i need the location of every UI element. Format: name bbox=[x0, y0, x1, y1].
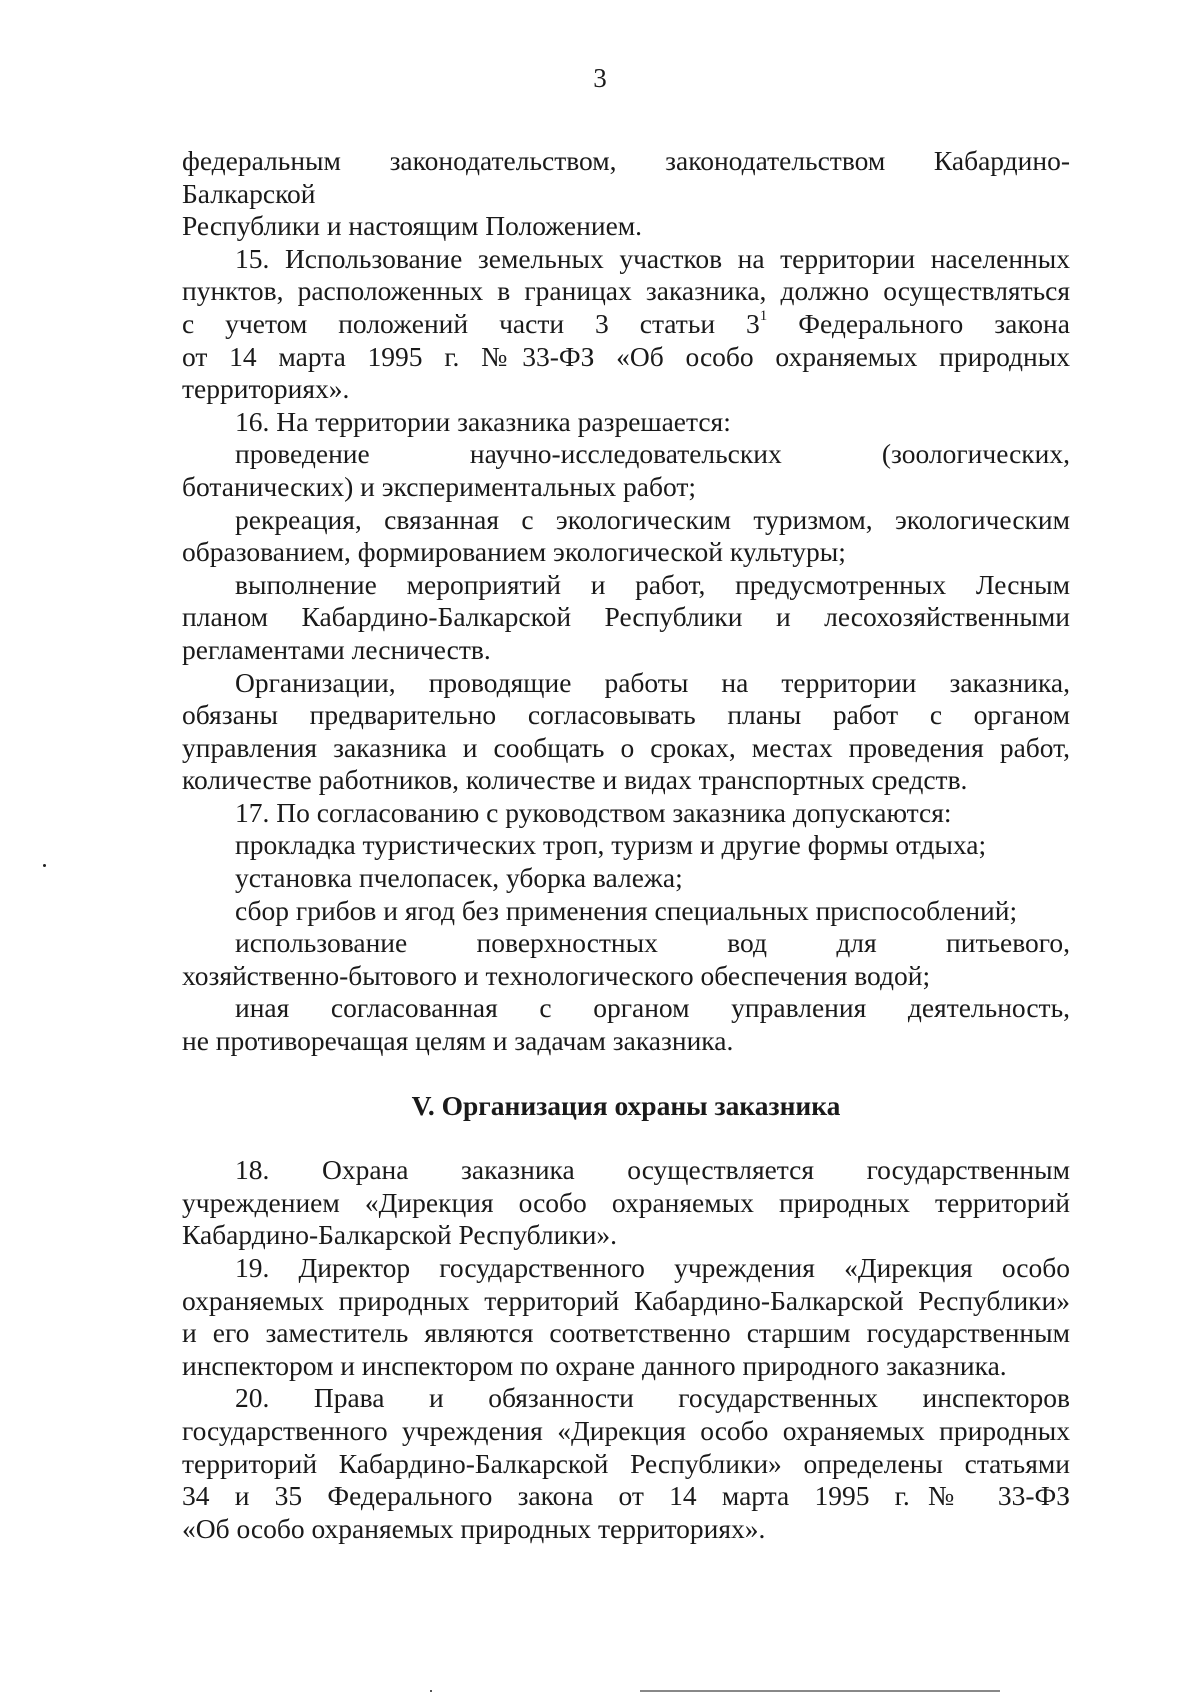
text-fragment: Федерального закона bbox=[767, 307, 1070, 339]
text-line: образованием, формированием экологической культуры; bbox=[182, 536, 846, 568]
text-line: 15. Использование земельных участков на территории населенных bbox=[235, 242, 1070, 274]
text-line: 19. Директор государственного учреждения «Дирекция особо bbox=[235, 1252, 1070, 1283]
paragraph-intro bbox=[182, 145, 1070, 243]
list-item bbox=[182, 569, 1070, 667]
scan-mark bbox=[430, 1690, 432, 1692]
superscript: 1 bbox=[759, 307, 768, 324]
text-line: иная согласованная с органом управления деятельность, bbox=[235, 992, 1070, 1024]
paragraph-20 bbox=[182, 1382, 1070, 1545]
text-line: и его заместитель являются соответственно старшим государственным bbox=[182, 1317, 1070, 1349]
list-item: установка пчелопасек, уборка валежа; bbox=[235, 862, 683, 894]
text-line: 20. Права и обязанности государственных инспекторов bbox=[235, 1382, 1070, 1414]
list-item: прокладка туристических троп, туризм и другие формы отдыха; bbox=[235, 829, 987, 861]
text-line: охраняемых природных территорий Кабардино-Балкарской Республики» bbox=[182, 1284, 1070, 1316]
section-heading: V. Организация охраны заказника bbox=[411, 1089, 841, 1121]
text-line bbox=[182, 308, 1070, 341]
text-line: управления заказника и сообщать о сроках, местах проведения работ, bbox=[182, 731, 1070, 763]
scan-speck bbox=[43, 864, 46, 867]
text-line: Организации, проводящие работы на территории заказника, bbox=[235, 666, 1070, 698]
text-fragment: с учетом положений части 3 статьи 3 bbox=[182, 307, 760, 339]
text-line: планом Кабардино-Балкарской Республики и лесохозяйственными bbox=[182, 601, 1070, 633]
text-line: территориях». bbox=[182, 373, 350, 405]
text-line: территорий Кабардино-Балкарской Республики» определены статьями bbox=[182, 1447, 1070, 1479]
text-line: от 14 марта 1995 г. №33-ФЗ «Об особо охраняемых природных bbox=[182, 340, 1070, 372]
list-item bbox=[182, 927, 1070, 992]
text-line: Республики и настоящим Положением. bbox=[182, 210, 643, 242]
text-line: «Об особо охраняемых природных территориях». bbox=[182, 1512, 766, 1544]
list-item bbox=[182, 667, 1070, 797]
page-number: 3 bbox=[593, 63, 607, 93]
text-line: не противоречащая целям и задачам заказника. bbox=[182, 1025, 734, 1057]
list-item bbox=[182, 438, 1070, 503]
text-line: инспектором и инспектором по охране данного природного заказника. bbox=[182, 1349, 1007, 1381]
paragraph-15 bbox=[182, 243, 1070, 406]
text-line: хозяйственно-бытового и технологического обеспечения водой; bbox=[182, 959, 931, 991]
text-line: 18. Охрана заказника осуществляется государственным bbox=[235, 1154, 1070, 1186]
text-line: проведение научно-исследовательских (зоологических, bbox=[235, 438, 1070, 470]
text-line: ботанических) и экспериментальных работ; bbox=[182, 470, 697, 502]
list-item: сбор грибов и ягод без применения специальных приспособлений; bbox=[235, 894, 1018, 926]
text-line: рекреация, связанная с экологическим туризмом, экологическим bbox=[235, 503, 1070, 535]
text-line: 34 и 35 Федерального закона от 14 марта 1995 г.№ 33-ФЗ bbox=[182, 1480, 1070, 1512]
paragraph-19 bbox=[182, 1252, 1070, 1382]
scan-mark bbox=[640, 1690, 1000, 1692]
paragraph-18 bbox=[182, 1154, 1070, 1252]
text-line: государственного учреждения «Дирекция особо охраняемых природных bbox=[182, 1414, 1070, 1446]
paragraph-17: 17. По согласованию с руководством заказника допускаются: bbox=[235, 796, 952, 828]
text-line: выполнение мероприятий и работ, предусмотренных Лесным bbox=[235, 568, 1070, 600]
list-item bbox=[182, 504, 1070, 569]
document-body bbox=[182, 145, 1070, 1545]
text-line: учреждением «Дирекция особо охраняемых природных территорий bbox=[182, 1186, 1070, 1218]
text-line: Кабардино-Балкарской Республики». bbox=[182, 1219, 618, 1251]
text-line: регламентами лесничеств. bbox=[182, 633, 491, 665]
text-line: федеральным законодательством, законодательством Кабардино-Балкарской bbox=[182, 145, 1070, 209]
text-line: пунктов, расположенных в границах заказника, должно осуществляться bbox=[182, 275, 1070, 307]
text-line: обязаны предварительно согласовывать планы работ с органом bbox=[182, 699, 1070, 731]
text-line: использование поверхностных вод для питьевого, bbox=[235, 927, 1070, 959]
paragraph-16: 16. На территории заказника разрешается: bbox=[235, 405, 731, 437]
list-item bbox=[182, 992, 1070, 1057]
text-line: количестве работников, количестве и видах транспортных средств. bbox=[182, 764, 968, 796]
